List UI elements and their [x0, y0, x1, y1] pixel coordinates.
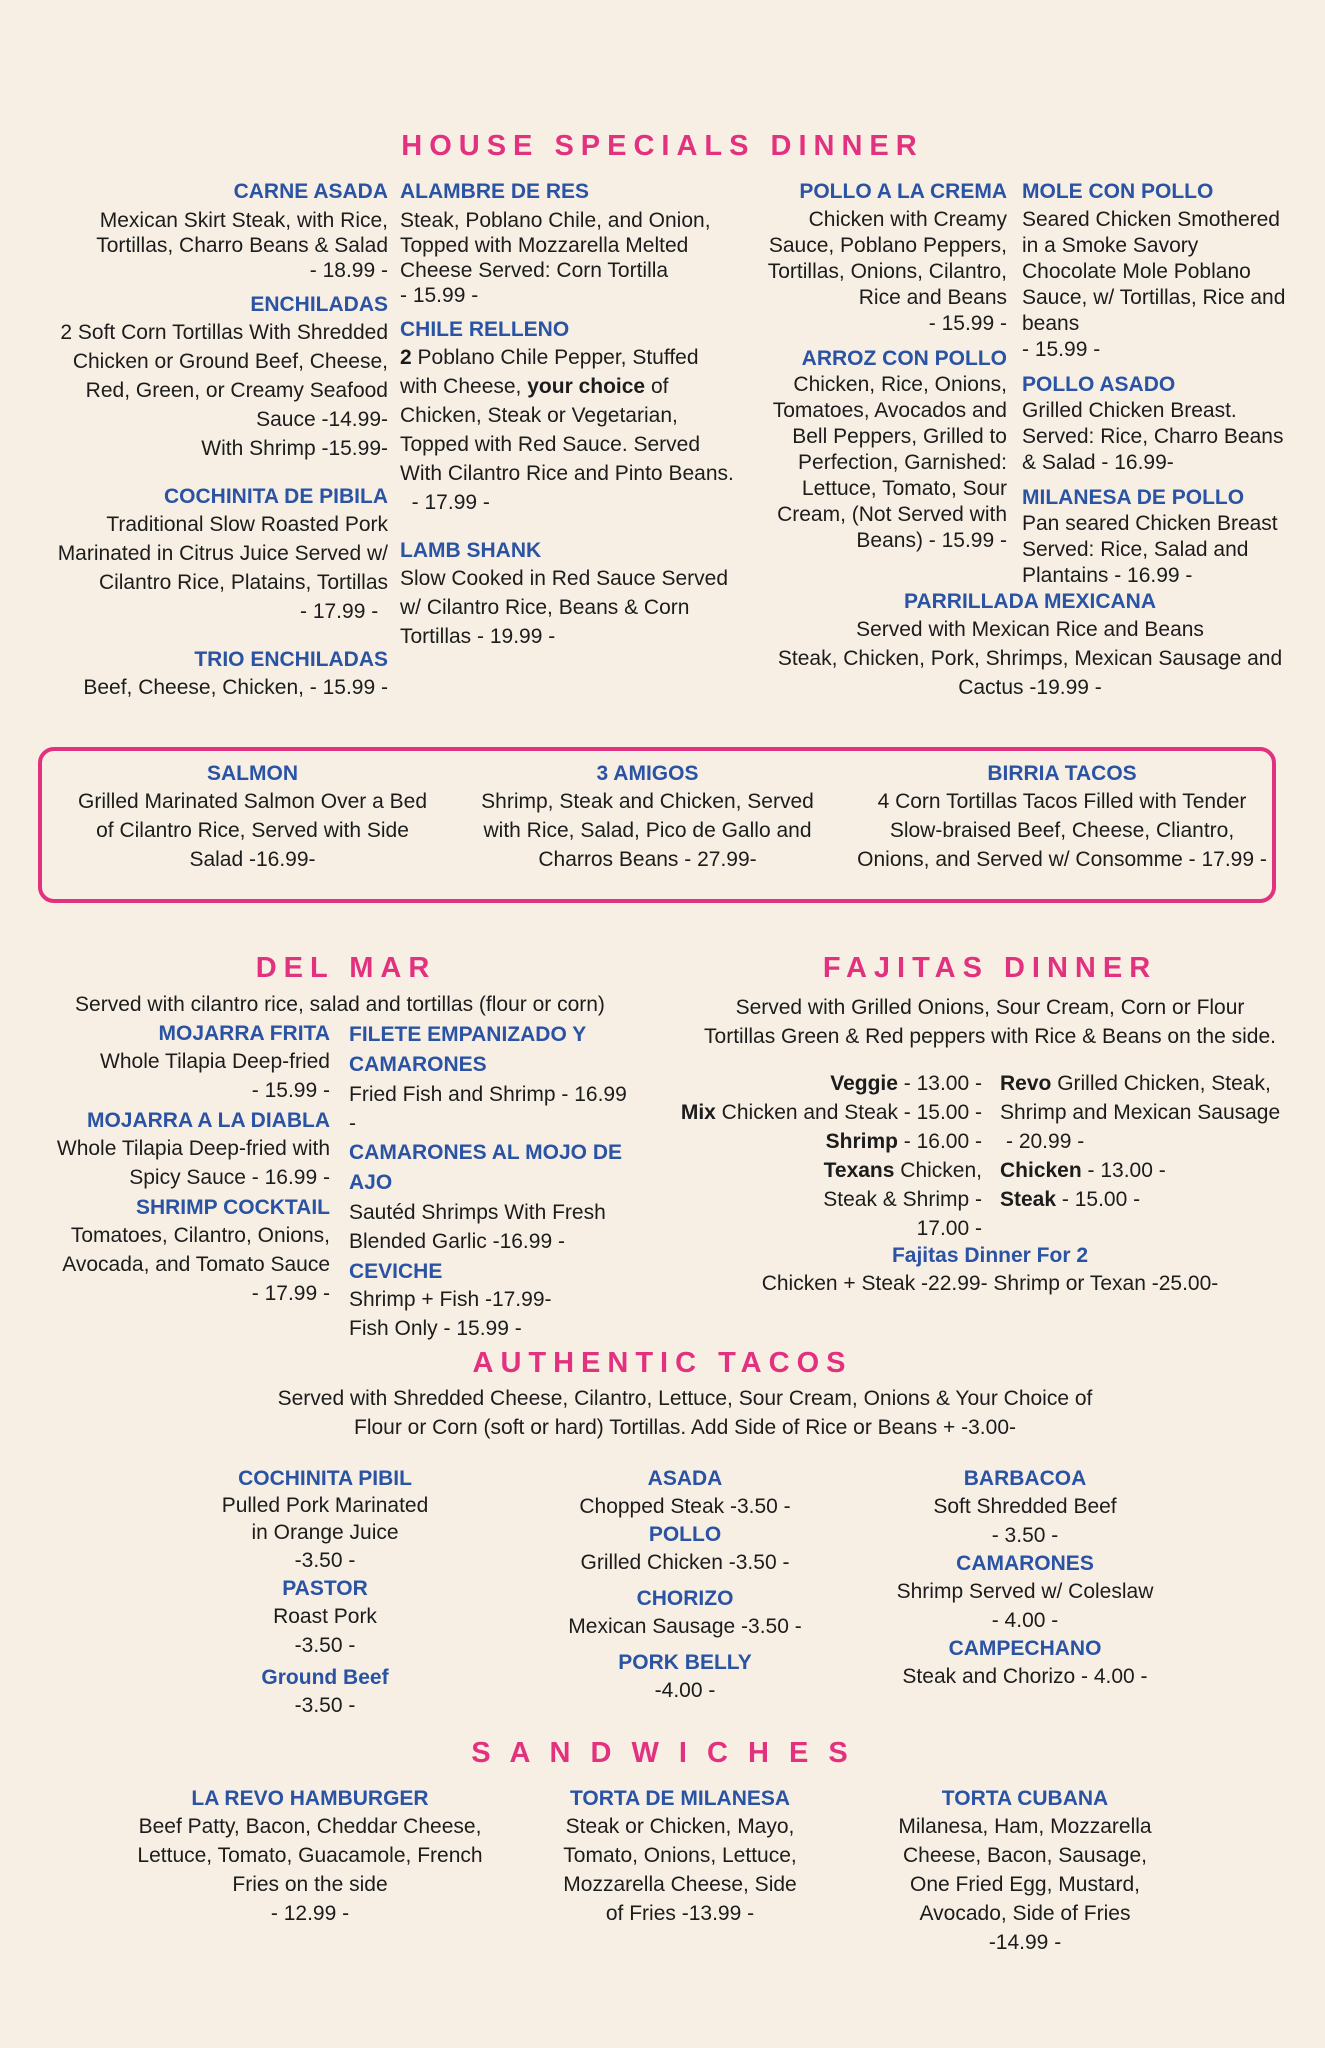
fajita-steak — [1000, 1185, 1300, 1214]
mojarra-frita-price: - 15.99 - — [251, 1079, 330, 1102]
house-col-1 — [50, 178, 388, 702]
mojarra-frita-desc: Whole Tilapia Deep-fried — [100, 1050, 330, 1073]
fajitas-col-1 — [680, 1069, 982, 1243]
fajita-texans-desc: Chicken, Steak & Shrimp - 17.00 - — [823, 1159, 982, 1240]
sandwiches-title: S A N D W I C H E S — [471, 1737, 854, 1769]
house-col-2 — [400, 178, 740, 651]
taco-cochinita-name: COCHINITA PIBIL — [238, 1467, 412, 1490]
fajita-revo-price: - 20.99 - — [1006, 1130, 1085, 1153]
taco-pork-belly-name: PORK BELLY — [618, 1651, 752, 1674]
birria-desc: 4 Corn Tortillas Tacos Filled with Tender Slow-braised Beef, Cheese, Cliantro, Onions, and Served w/ Consomme - 17.99 - — [857, 790, 1267, 871]
chile-relleno-count: 2 — [400, 346, 412, 369]
shrimp-cocktail-desc: Tomatoes, Cilantro, Onions, Avocada, and Tomato Sauce — [62, 1224, 330, 1276]
fajita-steak-name: Steak — [1000, 1188, 1057, 1211]
taco-pollo-name: POLLO — [648, 1523, 722, 1546]
fajita-mix — [680, 1098, 982, 1127]
mole-desc: Seared Chicken Smothered in a Smoke Savory Chocolate Mole Poblano Sauce, w/ Tortillas, Rice and beans — [1022, 208, 1286, 335]
chile-relleno-desc — [400, 343, 740, 517]
fajitas-for-2 — [680, 1242, 1300, 1298]
enchiladas-name: ENCHILADAS — [250, 293, 388, 316]
mojo-desc: Sautéd Shrimps With Fresh Blended Garlic -16.99 - — [349, 1201, 606, 1253]
fajita-chicken-name: Chicken — [1000, 1159, 1082, 1182]
torta-milanesa-name: TORTA DE MILANESA — [569, 1787, 791, 1810]
ceviche-line-2: Fish Only - 15.99 - — [349, 1317, 522, 1340]
fajitas-col-2 — [1000, 1069, 1300, 1214]
taco-camarones-name: CAMARONES — [956, 1552, 1094, 1575]
sandwich-col-2 — [555, 1785, 805, 1928]
filete-name: FILETE EMPANIZADO Y CAMARONES — [349, 1023, 586, 1076]
tacos-col-2 — [535, 1465, 835, 1705]
ceviche-name: CEVICHE — [349, 1260, 443, 1283]
mojo-name: CAMARONES AL MOJO DE AJO — [349, 1141, 623, 1194]
parrillada-name: PARRILLADA MEXICANA — [904, 590, 1156, 613]
del-mar-title: DEL MAR — [255, 952, 437, 984]
pollo-crema-desc: Chicken with Creamy Sauce, Poblano Peppers, Tortillas, Onions, Cilantro, Rice and Beans — [767, 208, 1007, 309]
carne-asada-price: - 18.99 - — [309, 259, 388, 282]
sandwich-col-3 — [875, 1785, 1175, 1957]
enchiladas-extra: With Shrimp -15.99- — [201, 437, 388, 460]
tacos-col-3 — [875, 1465, 1175, 1691]
fajita-texans-name: Texans — [823, 1159, 895, 1182]
pollo-asado-desc: Grilled Chicken Breast. Served: Rice, Charro Beans & Salad - 16.99- — [1022, 399, 1284, 474]
milanesa-name: MILANESA DE POLLO — [1022, 486, 1245, 509]
fajitas-intro — [680, 993, 1300, 1051]
fajitas-for-2-desc: Chicken + Steak -22.99- Shrimp or Texan -25.00- — [761, 1272, 1219, 1295]
taco-cochinita-desc: Pulled Pork Marinated in Orange Juice — [221, 1494, 429, 1544]
tacos-intro — [275, 1384, 1095, 1442]
taco-barbacoa-price: - 3.50 - — [991, 1524, 1059, 1547]
taco-asada-name: ASADA — [647, 1467, 723, 1490]
salmon-block — [70, 760, 435, 874]
taco-barbacoa-desc: Soft Shredded Beef — [933, 1495, 1117, 1518]
carne-asada-name: CARNE ASADA — [233, 180, 388, 203]
taco-pastor-desc: Roast Pork — [273, 1605, 377, 1628]
salmon-name: SALMON — [207, 762, 298, 785]
taco-pork-belly-price: -4.00 - — [654, 1679, 716, 1702]
fajita-revo-desc: Grilled Chicken, Steak, Shrimp and Mexican Sausage — [1000, 1072, 1281, 1124]
fajita-texans — [680, 1156, 982, 1243]
taco-camarones-price: - 4.00 - — [991, 1609, 1059, 1632]
carne-asada-desc: Mexican Skirt Steak, with Rice, Tortillas, Charro Beans & Salad — [96, 209, 388, 257]
birria-name: BIRRIA TACOS — [987, 762, 1137, 785]
torta-cubana-name: TORTA CUBANA — [941, 1787, 1109, 1810]
ceviche-line-1: Shrimp + Fish -17.99- — [349, 1288, 552, 1311]
milanesa-desc: Pan seared Chicken Breast Served: Rice, Salad and Plantains - 16.99 - — [1022, 512, 1278, 587]
parrillada-line-1: Served with Mexican Rice and Beans — [856, 618, 1204, 641]
house-col-3 — [752, 178, 1007, 554]
chile-relleno-price: - 17.99 - — [411, 491, 490, 514]
del-mar-col-2 — [349, 1020, 639, 1343]
fajitas-title: FAJITAS DINNER — [822, 952, 1158, 984]
fajita-veggie-price: - 13.00 - — [897, 1072, 982, 1095]
amigos-desc: Shrimp, Steak and Chicken, Served with Rice, Salad, Pico de Gallo and Charros Beans - 27.99- — [481, 790, 814, 871]
taco-barbacoa-name: BARBACOA — [963, 1467, 1087, 1490]
enchiladas-desc: 2 Soft Corn Tortillas With Shredded Chicken or Ground Beef, Cheese, Red, Green, or Creamy Seafood Sauce -14.99- — [60, 321, 388, 431]
tacos-title: AUTHENTIC TACOS — [472, 1347, 853, 1379]
shrimp-cocktail-price: - 17.99 - — [251, 1282, 330, 1305]
parrillada-line-2: Steak, Chicken, Pork, Shrimps, Mexican Sausage and Cactus -19.99 - — [777, 647, 1283, 699]
salmon-desc: Grilled Marinated Salmon Over a Bed of Cilantro Rice, Served with Side Salad -16.99- — [78, 790, 427, 871]
alambre-price: - 15.99 - — [400, 284, 479, 307]
del-mar-col-1 — [40, 1020, 330, 1308]
taco-asada-desc: Chopped Steak -3.50 - — [579, 1495, 791, 1518]
fajita-revo-name: Revo — [1000, 1072, 1052, 1095]
taco-campechano-desc: Steak and Chorizo - 4.00 - — [902, 1665, 1148, 1688]
taco-cochinita-price: -3.50 - — [294, 1549, 356, 1572]
alambre-name: ALAMBRE DE RES — [400, 180, 590, 203]
fajita-revo — [1000, 1069, 1300, 1127]
mole-price: - 15.99 - — [1022, 338, 1101, 361]
mojarra-diabla-name: MOJARRA A LA DIABLA — [86, 1109, 330, 1132]
filete-desc: Fried Fish and Shrimp - 16.99 - — [349, 1083, 627, 1135]
torta-milanesa-desc: Steak or Chicken, Mayo, Tomato, Onions, Lettuce, Mozzarella Cheese, Side of Fries -13.99 - — [563, 1815, 797, 1925]
mojarra-diabla-desc: Whole Tilapia Deep-fried with Spicy Sauce - 16.99 - — [56, 1137, 330, 1189]
torta-cubana-desc: Milanesa, Ham, Mozzarella Cheese, Bacon, Sausage, One Fried Egg, Mustard, Avocado, Side of Fries -14.99 - — [898, 1815, 1152, 1954]
taco-campechano-name: CAMPECHANO — [948, 1637, 1102, 1660]
taco-chorizo-name: CHORIZO — [636, 1587, 734, 1610]
cochinita-name: COCHINITA DE PIBILA — [164, 485, 388, 508]
cochinita-price: - 17.99 - — [300, 600, 379, 623]
amigos-block — [470, 760, 825, 874]
arroz-pollo-name: ARROZ CON POLLO — [801, 347, 1007, 370]
chile-relleno-choice: your choice — [527, 375, 646, 398]
fajita-chicken-price: - 13.00 - — [1081, 1159, 1166, 1182]
taco-ground-beef-name: Ground Beef — [261, 1666, 389, 1689]
tacos-col-1 — [175, 1465, 475, 1720]
chile-relleno-text-1: Poblano Chile Pepper, Stuffed with Cheese, — [400, 346, 699, 398]
taco-camarones-desc: Shrimp Served w/ Coleslaw — [896, 1580, 1154, 1603]
hamburger-desc: Beef Patty, Bacon, Cheddar Cheese, Lettuce, Tomato, Guacamole, French Fries on the side — [137, 1815, 483, 1896]
del-mar-intro — [40, 990, 640, 1019]
house-specials-title: HOUSE SPECIALS DINNER — [401, 130, 924, 162]
taco-pastor-name: PASTOR — [282, 1577, 368, 1600]
parrillada-block — [760, 588, 1300, 702]
amigos-name: 3 AMIGOS — [596, 762, 699, 785]
pollo-asado-name: POLLO ASADO — [1022, 373, 1176, 396]
chile-relleno-text-2: of Chicken, Steak or Vegetarian, Topped with Red Sauce. Served With Cilantro Rice and Pinto Beans. — [400, 375, 734, 485]
sandwich-col-1 — [130, 1785, 490, 1928]
mojarra-frita-name: MOJARRA FRITA — [158, 1022, 330, 1045]
fajita-shrimp — [680, 1127, 982, 1156]
fajita-chicken — [1000, 1156, 1300, 1185]
trio-name: TRIO ENCHILADAS — [194, 648, 388, 671]
fajitas-intro-text: Served with Grilled Onions, Sour Cream, Corn or Flour Tortillas Green & Red peppers with Rice & Beans on the side. — [704, 996, 1276, 1048]
fajita-shrimp-name: Shrimp — [825, 1130, 898, 1153]
pollo-crema-price: - 15.99 - — [928, 312, 1007, 335]
lamb-shank-name: LAMB SHANK — [400, 539, 542, 562]
fajita-steak-price: - 15.00 - — [1056, 1188, 1141, 1211]
del-mar-intro-text: Served with cilantro rice, salad and tortillas (flour or corn) — [75, 993, 605, 1016]
trio-desc: Beef, Cheese, Chicken, - 15.99 - — [83, 676, 388, 699]
arroz-pollo-desc: Chicken, Rice, Onions, Tomatoes, Avocados and Bell Peppers, Grilled to Perfection, Garnished: Lettuce, Tomato, Sour Cream, (Not Served with Beans) - 15.99 - — [772, 373, 1007, 552]
fajitas-for-2-name: Fajitas Dinner For 2 — [891, 1244, 1089, 1267]
pollo-crema-name: POLLO A LA CREMA — [799, 180, 1007, 203]
house-col-4 — [1022, 178, 1297, 589]
fajita-mix-desc: Chicken and Steak - 15.00 - — [715, 1101, 982, 1124]
taco-pastor-price: -3.50 - — [294, 1634, 356, 1657]
hamburger-name: LA REVO HAMBURGER — [191, 1787, 429, 1810]
fajita-veggie — [680, 1069, 982, 1098]
alambre-desc: Steak, Poblano Chile, and Onion, Topped with Mozzarella Melted Cheese Served: Corn Tortilla — [400, 209, 711, 282]
taco-pollo-desc: Grilled Chicken -3.50 - — [580, 1551, 790, 1574]
cochinita-desc: Traditional Slow Roasted Pork Marinated in Citrus Juice Served w/ Cilantro Rice, Platains, Tortillas — [57, 513, 388, 594]
mole-name: MOLE CON POLLO — [1022, 180, 1214, 203]
taco-chorizo-desc: Mexican Sausage -3.50 - — [568, 1615, 802, 1638]
fajita-veggie-name: Veggie — [830, 1072, 898, 1095]
hamburger-price: - 12.99 - — [270, 1902, 350, 1925]
shrimp-cocktail-name: SHRIMP COCKTAIL — [135, 1196, 330, 1219]
taco-ground-beef-price: -3.50 - — [294, 1694, 356, 1717]
birria-block — [852, 760, 1272, 874]
lamb-shank-desc: Slow Cooked in Red Sauce Served w/ Cilantro Rice, Beans & Corn Tortillas - 19.99 - — [400, 567, 729, 648]
chile-relleno-name: CHILE RELLENO — [400, 318, 570, 341]
fajita-mix-name: Mix — [680, 1101, 716, 1124]
fajita-shrimp-price: - 16.00 - — [897, 1130, 982, 1153]
tacos-intro-text: Served with Shredded Cheese, Cilantro, Lettuce, Sour Cream, Onions & Your Choice of Flour or Corn (soft or hard) Tortillas. Add Side of Rice or Beans + -3.00- — [277, 1387, 1093, 1439]
